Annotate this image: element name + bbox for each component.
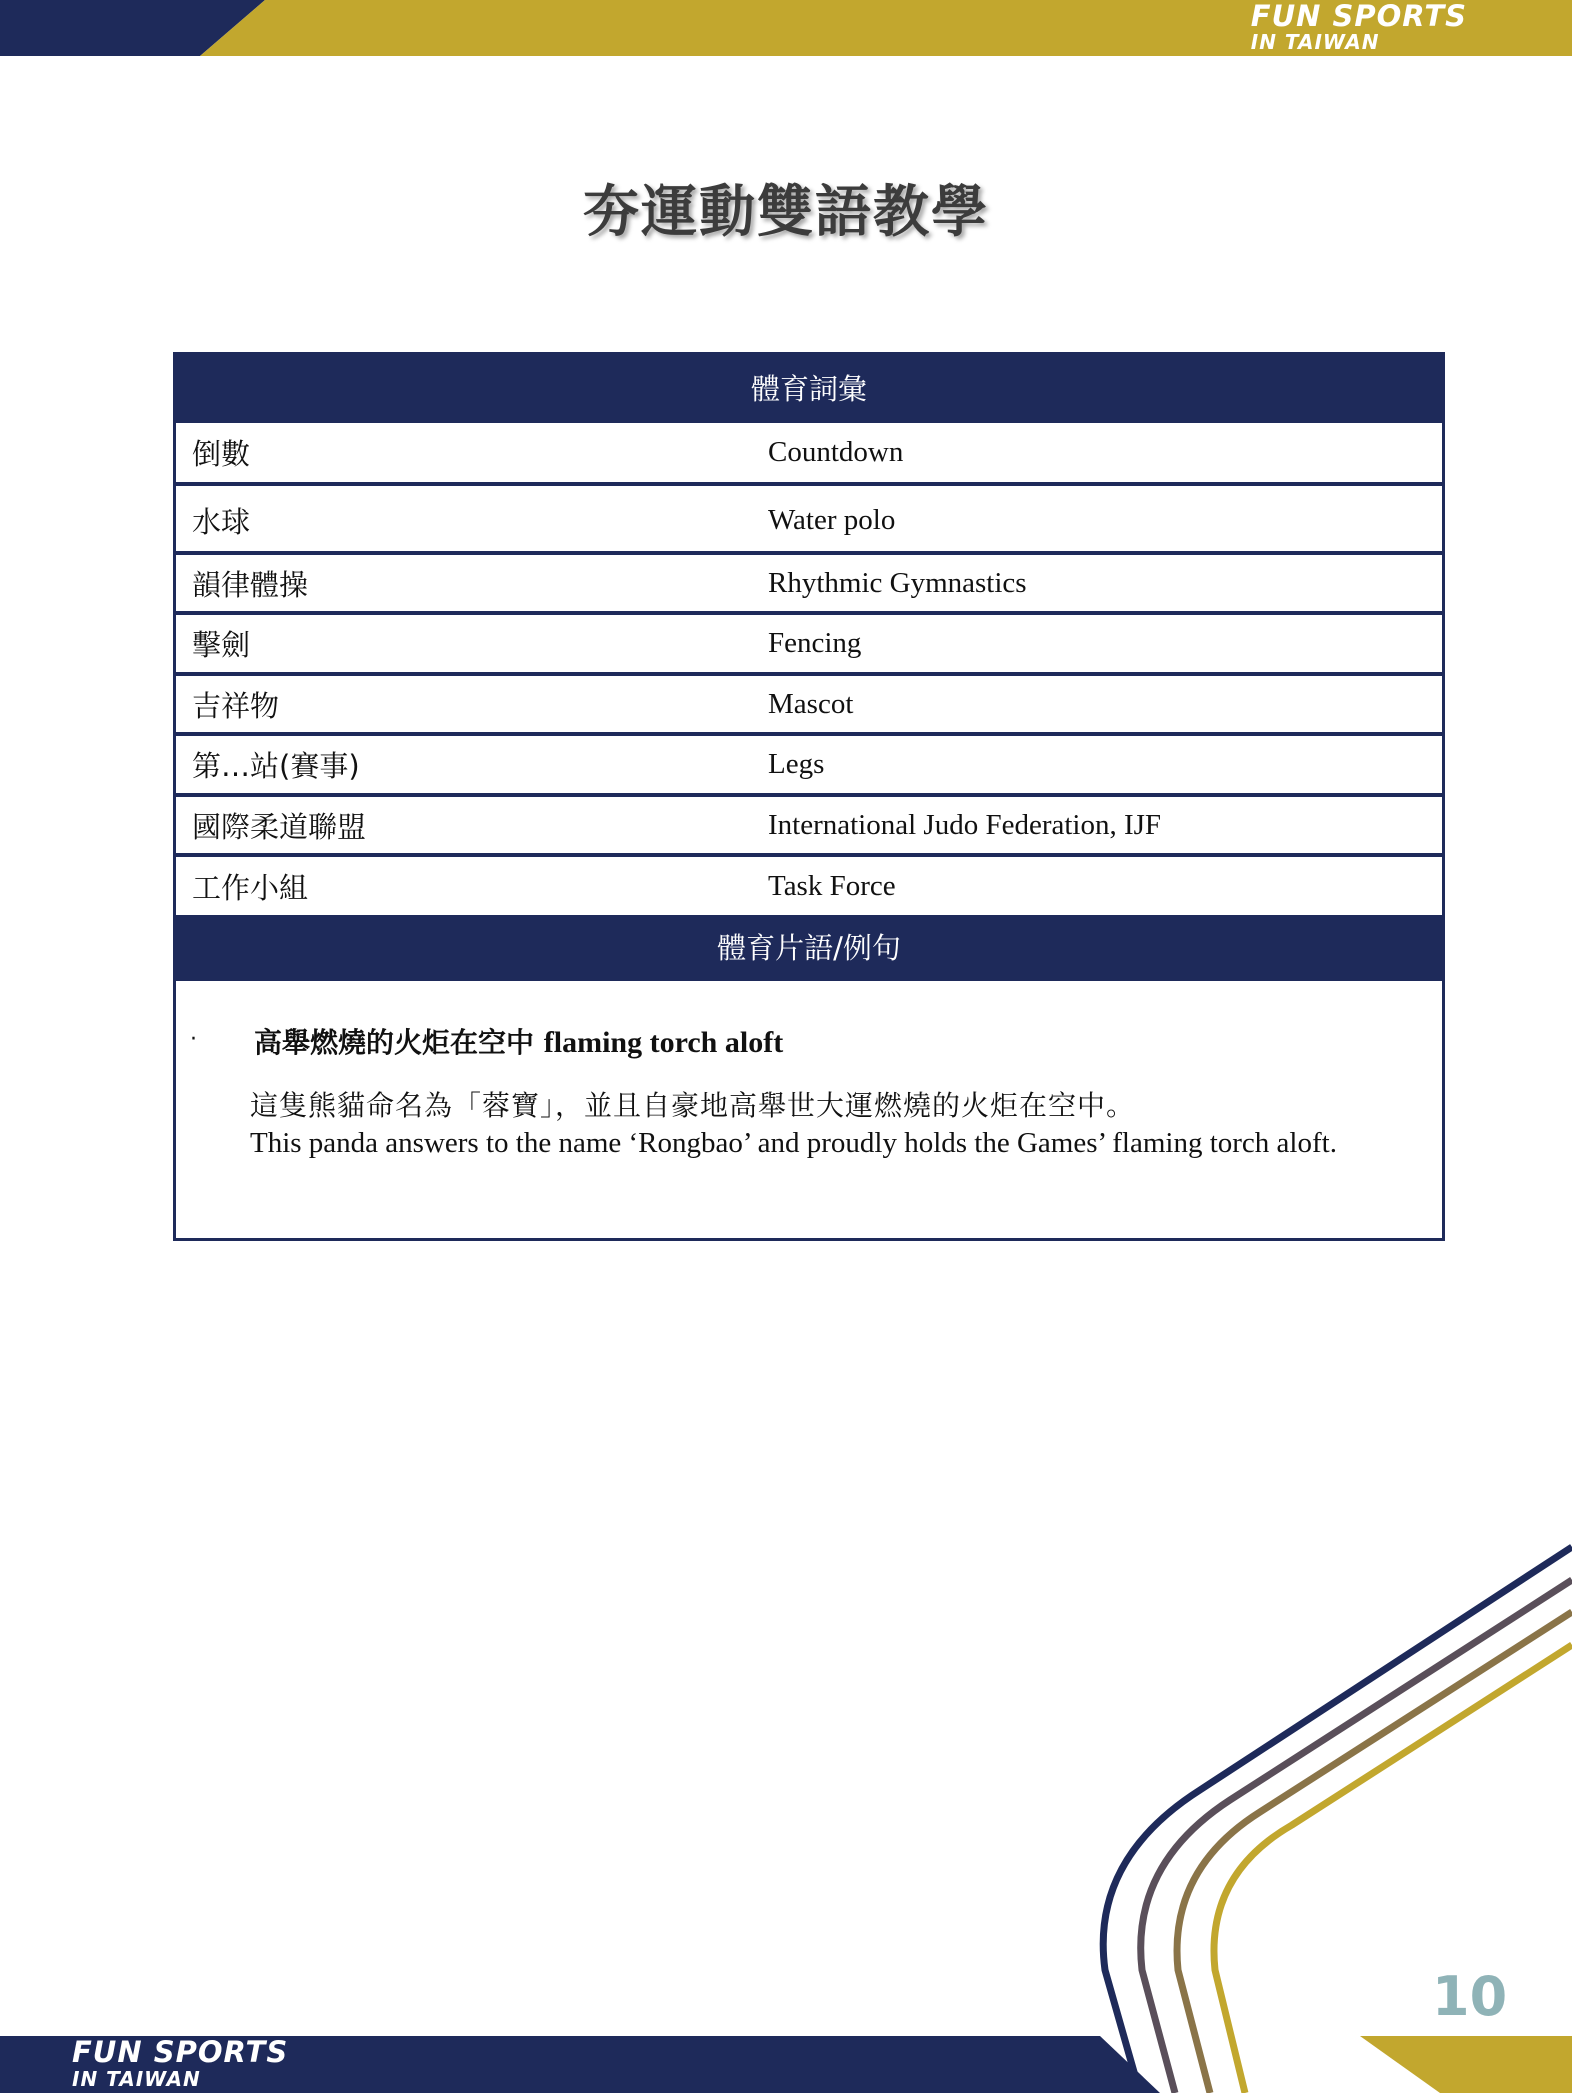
vocab-en: Task Force bbox=[768, 869, 896, 902]
table-row bbox=[176, 857, 1442, 915]
table-row bbox=[176, 423, 1442, 486]
vocab-en: Water polo bbox=[768, 504, 896, 536]
table-row bbox=[176, 555, 1442, 615]
brand-line2: IN TAIWAN bbox=[1250, 30, 1380, 54]
bullet: · bbox=[190, 1027, 197, 1052]
vocab-zh: 水球 bbox=[192, 505, 251, 539]
brand-logo-top bbox=[1251, 0, 1467, 52]
vocab-en: International Judo Federation, IJF bbox=[768, 808, 1162, 841]
example-en: This panda answers to the name ‘Rongbao’ and proudly holds the Games’ flaming torch aloft. bbox=[250, 1127, 1337, 1159]
brand-line2: IN TAIWAN bbox=[72, 2067, 201, 2091]
table-row bbox=[176, 615, 1442, 676]
phrase-section bbox=[176, 981, 1442, 1238]
phrase-title-en: flaming torch aloft bbox=[543, 1026, 784, 1059]
brand-line1: FUN SPORTS bbox=[72, 2035, 289, 2069]
table-row bbox=[176, 486, 1442, 555]
vocab-zh: 工作小組 bbox=[192, 870, 309, 905]
phrase-title-zh: 高舉燃燒的火炬在空中 bbox=[254, 1026, 535, 1059]
vocab-en: Legs bbox=[768, 748, 825, 780]
page-number: 10 bbox=[1432, 1965, 1508, 2028]
vocab-zh: 吉祥物 bbox=[192, 688, 280, 723]
vocab-zh: 倒數 bbox=[192, 437, 251, 471]
phrase-title bbox=[254, 1021, 783, 1061]
vocab-header: 體育詞彙 bbox=[176, 355, 1442, 423]
phrases-header: 體育片語/例句 bbox=[176, 915, 1442, 981]
vocab-en: Fencing bbox=[768, 627, 862, 659]
example-zh: 這隻熊貓命名為「蓉寶」，並且自豪地高舉世大運燃燒的火炬在空中。 bbox=[250, 1089, 1136, 1122]
brand-logo-bottom bbox=[72, 2036, 288, 2090]
vocab-zh: 韻律體操 bbox=[192, 567, 309, 602]
vocab-en: Mascot bbox=[768, 687, 854, 720]
vocab-zh: 擊劍 bbox=[192, 628, 251, 662]
table-row bbox=[176, 676, 1442, 736]
brand-line1: FUN SPORTS bbox=[1250, 0, 1467, 33]
vocab-en: Countdown bbox=[768, 436, 904, 468]
vocab-en: Rhythmic Gymnastics bbox=[768, 566, 1027, 599]
vocab-zh: 國際柔道聯盟 bbox=[192, 809, 367, 844]
vocab-zh: 第…站(賽事) bbox=[192, 749, 360, 783]
table-row bbox=[176, 797, 1442, 857]
vocabulary-table bbox=[173, 352, 1445, 1241]
page-title: 夯運動雙語教學 bbox=[583, 180, 989, 245]
table-row bbox=[176, 736, 1442, 797]
